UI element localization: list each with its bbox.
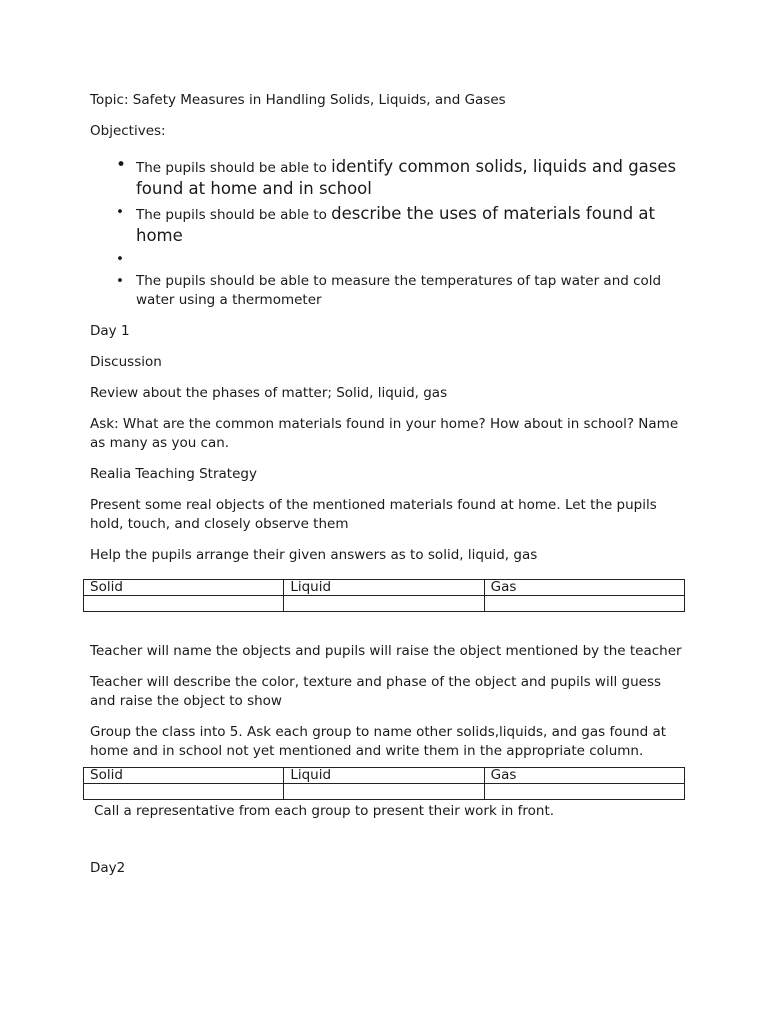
objective-emphasis: describe the uses of materials found at home bbox=[136, 204, 656, 245]
table-cell[interactable] bbox=[84, 784, 284, 800]
document-page bbox=[90, 91, 686, 890]
table-cell[interactable] bbox=[484, 784, 684, 800]
table-header-cell: Gas bbox=[484, 580, 684, 596]
objective-item bbox=[116, 155, 686, 200]
representative-text: Call a representative from each group to present their work in front. bbox=[94, 803, 555, 819]
bullet-icon: • bbox=[116, 273, 124, 289]
objectives-heading: Objectives: bbox=[90, 123, 166, 139]
phases-table-1 bbox=[83, 579, 685, 612]
group-text: Group the class into 5. Ask each group to name other solids,liquids, and gas found at home and in school not yet mentioned and write them in the appropriate column. bbox=[90, 724, 667, 759]
objective-prefix: The pupils should be able to bbox=[136, 160, 332, 176]
table-cell[interactable] bbox=[284, 596, 484, 612]
teacher-describe-text: Teacher will describe the color, texture and phase of the object and pupils will guess and raise the object to show bbox=[90, 674, 662, 709]
present-text: Present some real objects of the mentioned materials found at home. Let the pupils hold, touch, and closely observe them bbox=[90, 497, 657, 532]
table-header-cell: Liquid bbox=[284, 768, 484, 784]
table-header-row bbox=[84, 768, 685, 784]
day1-label: Day 1 bbox=[90, 323, 130, 339]
table-row bbox=[84, 596, 685, 612]
topic-line: Topic: Safety Measures in Handling Solids, Liquids, and Gases bbox=[90, 92, 506, 108]
table-header-cell: Solid bbox=[84, 768, 284, 784]
review-text: Review about the phases of matter; Solid, liquid, gas bbox=[90, 385, 448, 401]
objective-prefix: The pupils should be able to bbox=[136, 207, 332, 223]
day2-label: Day2 bbox=[90, 860, 126, 876]
teacher-name-text: Teacher will name the objects and pupils will raise the object mentioned by the teacher bbox=[90, 643, 682, 659]
objective-emphasis: identify common solids, liquids and gases found at home and in school bbox=[136, 157, 677, 198]
objective-item bbox=[116, 272, 686, 310]
table-header-cell: Solid bbox=[84, 580, 284, 596]
table-cell[interactable] bbox=[484, 596, 684, 612]
objectives-list bbox=[90, 156, 686, 310]
table-row bbox=[84, 784, 685, 800]
table-cell[interactable] bbox=[84, 596, 284, 612]
help-text: Help the pupils arrange their given answers as to solid, liquid, gas bbox=[90, 547, 538, 563]
table-header-cell: Liquid bbox=[284, 580, 484, 596]
bullet-icon: • bbox=[116, 251, 124, 267]
objective-item bbox=[116, 203, 686, 247]
discussion-label: Discussion bbox=[90, 354, 162, 370]
table-header-cell: Gas bbox=[484, 768, 684, 784]
objective-item-empty bbox=[116, 250, 686, 269]
objective-prefix: The pupils should be able to measure the temperatures of tap water and cold water using a thermometer bbox=[136, 273, 662, 308]
bullet-icon: • bbox=[116, 155, 127, 175]
bullet-icon: • bbox=[116, 204, 124, 220]
realia-label: Realia Teaching Strategy bbox=[90, 466, 257, 482]
table-header-row bbox=[84, 580, 685, 596]
table-cell[interactable] bbox=[284, 784, 484, 800]
spacer bbox=[90, 612, 686, 642]
phases-table-2 bbox=[83, 767, 685, 800]
ask-text: Ask: What are the common materials found in your home? How about in school? Name as many as you can. bbox=[90, 416, 679, 451]
